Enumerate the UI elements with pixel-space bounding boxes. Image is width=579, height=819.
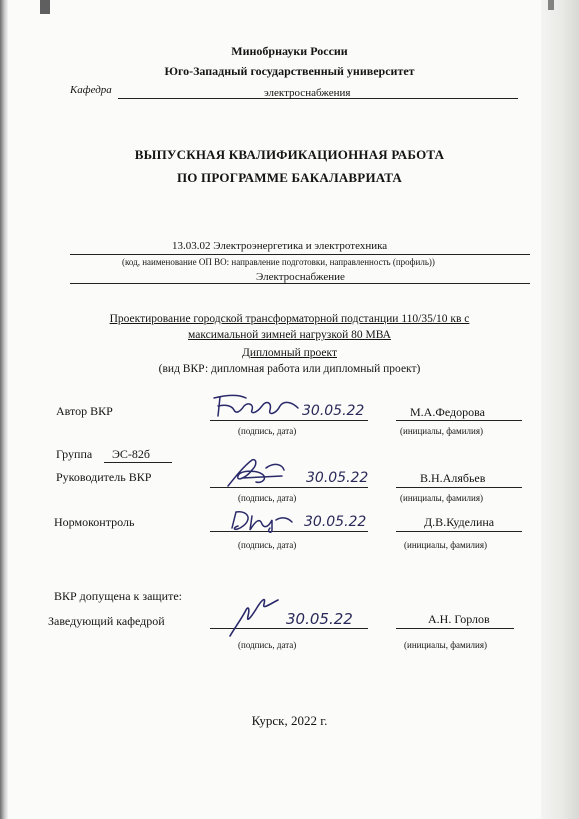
department-label: Кафедра [70,84,112,96]
normcontrol-signature [226,508,296,534]
author-name-line [396,420,522,421]
work-type: Дипломный проект [242,347,337,359]
supervisor-label: Руководитель ВКР [56,470,152,484]
head-signature [226,594,286,638]
scan-mark [548,0,554,10]
program-caption: (код, наименование ОП ВО: направление подготовки, направленность (профиль)) [122,257,435,267]
supervisor-name-caption: (инициалы, фамилия) [400,493,483,503]
head-name-caption: (инициалы, фамилия) [404,640,487,650]
profile-line [70,283,530,284]
scan-edge-right [541,0,579,819]
normcontrol-name-line [396,531,522,532]
normcontrol-name-caption: (инициалы, фамилия) [404,540,487,550]
head-name-line [396,628,514,629]
supervisor-name: В.Н.Алябьев [420,471,486,485]
supervisor-sign-caption: (подпись, дата) [238,493,297,503]
scan-edge-left [0,0,8,819]
author-label: Автор ВКР [56,404,113,418]
work-title-line2: ПО ПРОГРАММЕ БАКАЛАВРИАТА [176,170,403,185]
head-label: Заведующий кафедрой [48,614,165,628]
admission-label: ВКР допущена к защите: [54,589,182,603]
head-date: 30.05.22 [286,610,353,628]
supervisor-name-line [396,487,522,488]
author-signature [210,392,302,420]
group-label: Группа [56,447,93,461]
author-sign-line [210,420,368,421]
author-name: М.А.Федорова [410,405,485,419]
author-name-caption: (инициалы, фамилия) [400,426,483,436]
department-value: электроснабжения [264,87,351,99]
group-line [104,462,172,463]
program-code-name: 13.03.02 Электроэнергетика и электротехника [172,240,388,252]
city-year: Курск, 2022 г. [251,713,328,728]
work-title-line1: ВЫПУСКНАЯ КВАЛИФИКАЦИОННАЯ РАБОТА [134,147,445,162]
normcontrol-name: Д.В.Куделина [424,515,495,529]
normcontrol-sign-caption: (подпись, дата) [238,540,297,550]
group-value: ЭС-82б [112,447,151,461]
author-sign-caption: (подпись, дата) [238,426,297,436]
topic-line2: максимальной зимней нагрузкой 80 МВА [188,329,391,341]
ministry-name: Минобрнауки России [231,44,348,58]
program-line [70,254,530,255]
program-profile: Электроснабжение [256,271,345,283]
supervisor-signature [222,456,292,490]
scan-mark [40,0,50,14]
head-sign-caption: (подпись, дата) [238,640,297,650]
normcontrol-date: 30.05.22 [304,514,367,530]
normcontrol-label: Нормоконтроль [54,515,135,529]
supervisor-date: 30.05.22 [306,470,369,486]
work-type-caption: (вид ВКР: дипломная работа или дипломный проект) [158,363,421,375]
university-name: Юго-Западный государственный университет [164,64,415,78]
head-name: А.Н. Горлов [428,612,490,626]
author-date: 30.05.22 [302,403,365,419]
topic-line1: Проектирование городской трансформаторной подстанции 110/35/10 кв с [109,313,470,325]
